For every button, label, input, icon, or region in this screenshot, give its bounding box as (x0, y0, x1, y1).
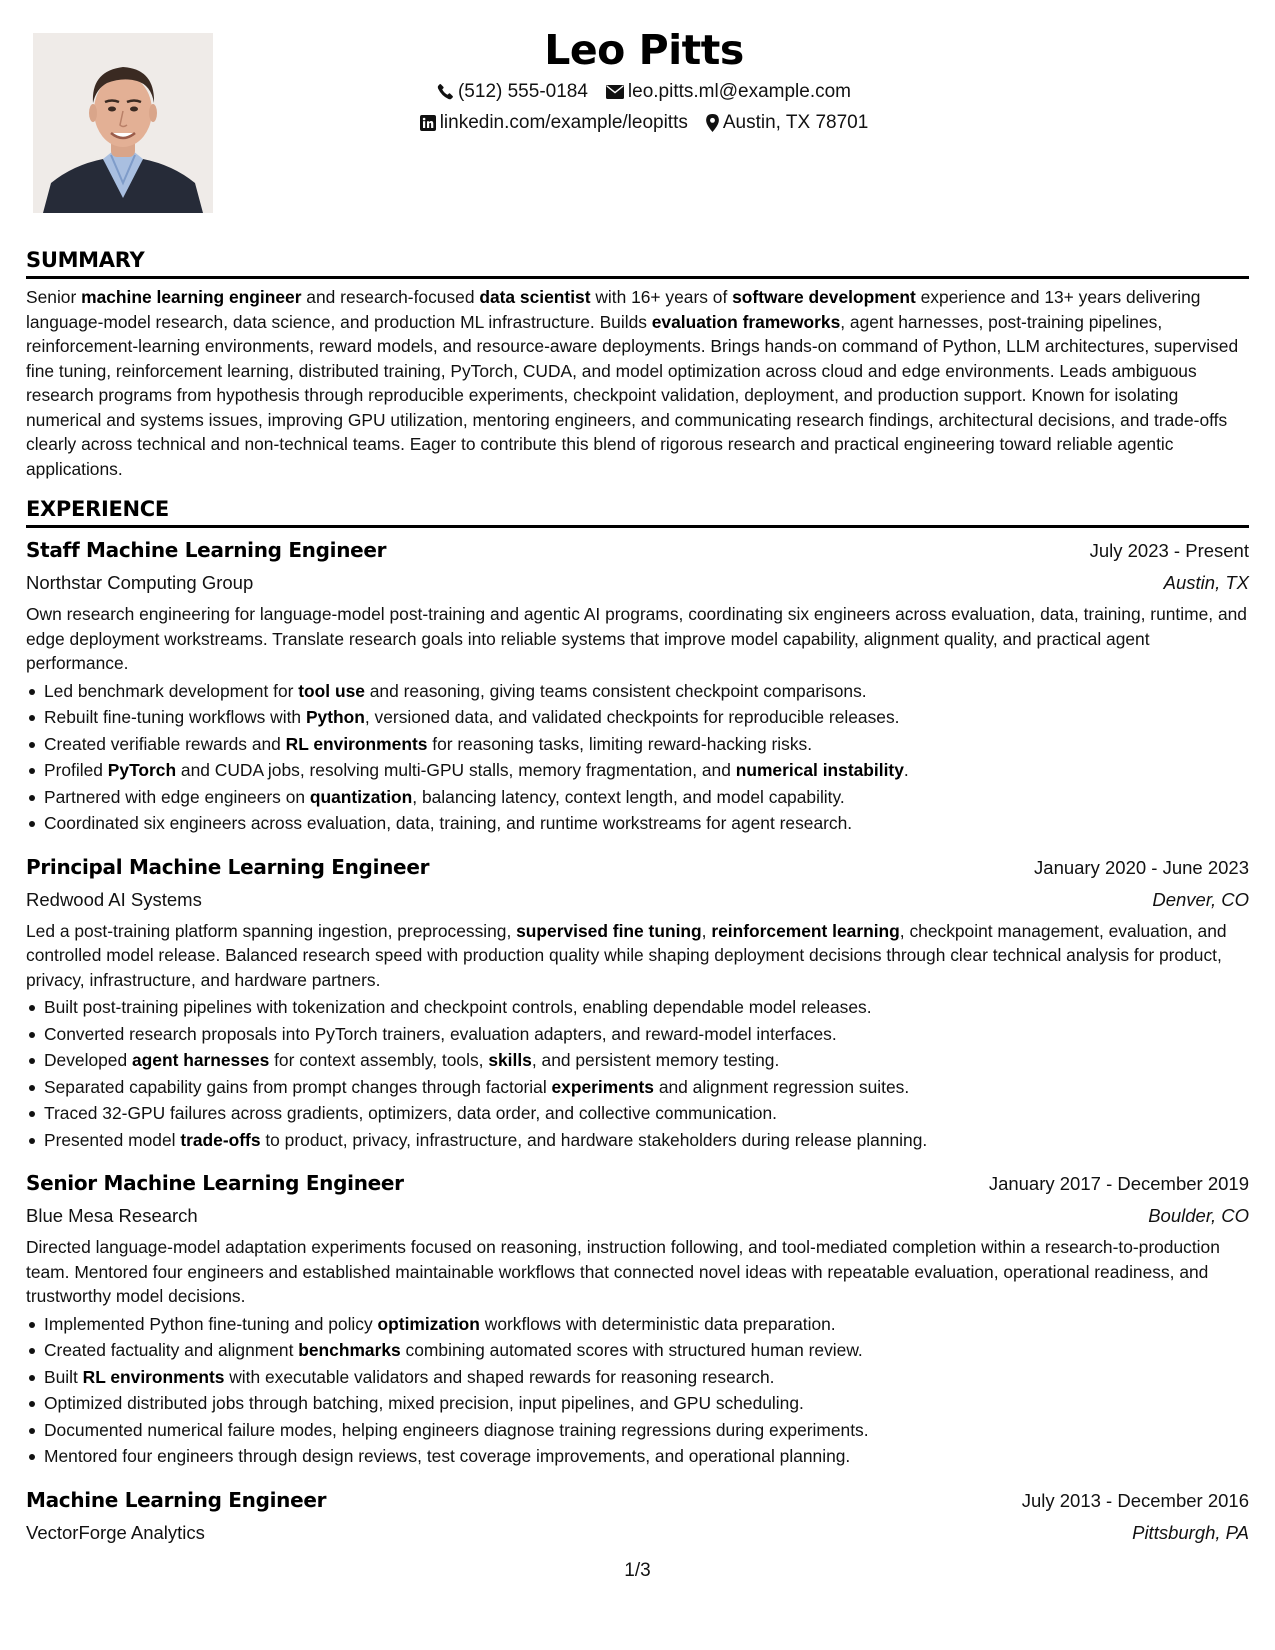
text-run: to product, privacy, infrastructure, and hardware stakeholders during release planning. (260, 1129, 928, 1150)
job-title: Machine Learning Engineer (26, 1487, 327, 1512)
job-company-row (26, 884, 1249, 915)
candidate-name: Leo Pitts (544, 26, 744, 74)
job-entry (26, 1167, 1249, 1470)
text-run: , and persistent memory testing. (531, 1050, 780, 1070)
email-text[interactable]: leo.pitts.ml@example.com (627, 81, 852, 102)
contact-line-1 (213, 76, 1075, 107)
bold-keyword: optimization (377, 1313, 480, 1334)
text-run: Separated capability gains from prompt changes through factorial (44, 1076, 552, 1097)
phone-contact (437, 76, 588, 107)
linkedin-icon (420, 115, 436, 131)
bullet-item (26, 1337, 1249, 1364)
text-run: and reasoning, giving teams consistent checkpoint comparisons. (364, 680, 867, 701)
bold-keyword: machine learning engineer (81, 287, 302, 307)
job-dates: January 2017 - December 2019 (988, 1173, 1249, 1194)
text-run: workflows with deterministic data preparation. (479, 1313, 836, 1334)
phone-icon (437, 83, 454, 100)
text-run: for context assembly, tools, (269, 1050, 489, 1070)
text-run: Optimized distributed jobs through batching, mixed precision, input pipelines, and GPU scheduling. (44, 1393, 804, 1413)
summary-section (26, 246, 1249, 481)
job-title-row (26, 1484, 1249, 1517)
bullet-item (26, 1390, 1249, 1417)
summary-text (26, 285, 1249, 481)
job-company-row (26, 1200, 1249, 1231)
job-list (26, 534, 1249, 1548)
job-company: Blue Mesa Research (26, 1205, 198, 1226)
experience-section (26, 495, 1249, 1548)
job-bullets (26, 678, 1249, 837)
bullet-item (26, 810, 1249, 837)
text-run: Mentored four engineers through design reviews, test coverage improvements, and operational planning. (44, 1446, 851, 1466)
job-description (26, 602, 1249, 676)
text-run: Profiled (44, 760, 108, 780)
text-run: Documented numerical failure modes, helping engineers diagnose training regressions during experiments. (44, 1419, 869, 1440)
bold-keyword: supervised fine tuning (516, 920, 702, 941)
header (213, 24, 1075, 138)
job-location: Pittsburgh, PA (1132, 1521, 1249, 1543)
text-run: Developed (44, 1050, 132, 1070)
job-title: Senior Machine Learning Engineer (26, 1171, 404, 1195)
text-run: Coordinated six engineers across evaluation, data, training, and runtime workstreams for agent research. (44, 813, 853, 833)
job-company-row (26, 567, 1249, 598)
job-entry (26, 534, 1249, 837)
text-run: for reasoning tasks, limiting reward-hacking risks. (427, 733, 813, 754)
text-run: and research-focused (301, 287, 480, 307)
text-run: Rebuilt fine-tuning workflows with (44, 707, 306, 727)
job-dates: July 2023 - Present (1089, 540, 1249, 561)
job-location: Denver, CO (1152, 888, 1249, 910)
bold-keyword: RL environments (285, 733, 428, 754)
text-run: Created verifiable rewards and (44, 733, 286, 754)
text-run: , versioned data, and validated checkpoints for reproducible releases. (364, 707, 900, 727)
resume-content (26, 246, 1249, 1548)
job-dates: January 2020 - June 2023 (1034, 856, 1249, 878)
linkedin-text[interactable]: linkedin.com/example/leopitts (439, 112, 688, 133)
location-text: Austin, TX 78701 (722, 112, 869, 133)
bullet-item (26, 1100, 1249, 1127)
job-title: Principal Machine Learning Engineer (26, 854, 430, 879)
bold-keyword: benchmarks (298, 1340, 401, 1360)
bullet-item (26, 1047, 1249, 1074)
text-run: Implemented Python fine-tuning and policy (44, 1313, 378, 1334)
bold-keyword: evaluation frameworks (651, 311, 841, 332)
bold-keyword: numerical instability (735, 760, 904, 780)
job-entry (26, 1484, 1249, 1548)
bold-keyword: trade-offs (180, 1129, 261, 1150)
bullet-item (26, 731, 1249, 758)
email-contact[interactable] (606, 76, 851, 107)
text-run: with executable validators and shaped rewards for reasoning research. (224, 1366, 775, 1387)
section-divider (26, 276, 1249, 279)
contact-line-2 (213, 107, 1075, 138)
job-bullets (26, 994, 1249, 1153)
text-run: Partnered with edge engineers on (44, 786, 310, 807)
text-run: combining automated scores with structured human review. (400, 1340, 863, 1360)
text-run: Built (44, 1366, 83, 1387)
job-dates: July 2013 - December 2016 (1021, 1489, 1249, 1511)
bold-keyword: reinforcement learning (711, 920, 900, 941)
location-contact (706, 107, 868, 138)
bold-keyword: data scientist (479, 287, 591, 307)
text-run: experience and 13+ years delivering language-model research, data science, and production ML infrastructure. Builds (26, 287, 1201, 332)
bullet-item (26, 678, 1249, 705)
summary-heading: SUMMARY (26, 248, 145, 272)
text-run: , checkpoint management, evaluation, and controlled model release. Balanced research speed with production quality while shaping deployment decisions through clear technical analysis for product, privacy, infrastructure, and hardware partners. (26, 920, 1227, 990)
bold-keyword: experiments (551, 1076, 654, 1097)
text-run: Traced 32-GPU failures across gradients, optimizers, data order, and collective communication. (44, 1103, 777, 1123)
text-run: with 16+ years of (590, 287, 733, 307)
text-run: , agent harnesses, post-training pipelines, reinforcement-learning environments, reward models, and resource-aware deployments. Brings hands-on command of Python, LLM architectures, supervised fine tuning, reinforcement learning, distributed training, PyTorch, CUDA, and model optimization across cloud and edge environments. Leads ambiguous research programs from hypothesis through reproducible experiments, checkpoint validation, deployment, and production support. Known for isolating numerical and systems issues, improving GPU utilization, mentoring engineers, and communicating research findings, architectural decisions, and trade-offs clearly across technical and non-technical teams. Eager to contribute this blend of rigorous research and practical engineering toward reliable agentic applications. (26, 311, 1239, 479)
text-run: Created factuality and alignment (44, 1340, 299, 1360)
job-bullets (26, 1311, 1249, 1470)
bold-keyword: RL environments (82, 1366, 225, 1387)
job-company: Northstar Computing Group (26, 572, 254, 593)
text-run: and alignment regression suites. (653, 1076, 910, 1097)
text-run: Led a post-training platform spanning ingestion, preprocessing, (26, 920, 517, 941)
text-run: Led benchmark development for (44, 680, 299, 701)
text-run: Converted research proposals into PyTorch trainers, evaluation adapters, and reward-model interfaces. (44, 1023, 837, 1044)
phone-text: (512) 555-0184 (457, 81, 588, 102)
envelope-icon (606, 85, 624, 99)
job-title-row (26, 1167, 1249, 1200)
bold-keyword: quantization (309, 786, 413, 807)
job-location: Austin, TX (1163, 572, 1249, 593)
job-company: VectorForge Analytics (26, 1521, 205, 1543)
bold-keyword: tool use (298, 680, 365, 701)
bold-keyword: software development (732, 287, 916, 307)
text-run: Directed language-model adaptation experiments focused on reasoning, instruction following, and tool-mediated completion within a research-to-production team. Mentored four engineers and established maintainable workflows that connected novel ideas with repeatable evaluation, operational readiness, and trustworthy model decisions. (26, 1237, 1220, 1306)
page-number: 1/3 (624, 1560, 651, 1581)
text-run: Built post-training pipelines with tokenization and checkpoint controls, enabling dependable model releases. (44, 997, 872, 1017)
bold-keyword: skills (488, 1050, 532, 1070)
profile-photo (33, 33, 213, 213)
bullet-item (26, 1417, 1249, 1444)
job-description (26, 919, 1249, 993)
bullet-item (26, 994, 1249, 1021)
bullet-item (26, 1021, 1249, 1048)
text-run: Presented model (44, 1129, 181, 1150)
bullet-item (26, 784, 1249, 811)
text-run: , balancing latency, context length, and model capability. (412, 786, 845, 807)
job-description (26, 1235, 1249, 1309)
bullet-item (26, 1364, 1249, 1391)
bullet-item (26, 1443, 1249, 1470)
bold-keyword: PyTorch (107, 760, 177, 780)
job-title-row (26, 851, 1249, 884)
job-company-row (26, 1517, 1249, 1548)
text-run: . (903, 760, 909, 780)
experience-heading: EXPERIENCE (26, 497, 169, 521)
linkedin-contact[interactable] (420, 107, 688, 138)
bullet-item (26, 1127, 1249, 1154)
bullet-item (26, 704, 1249, 731)
job-entry (26, 851, 1249, 1154)
text-run: and CUDA jobs, resolving multi-GPU stalls, memory fragmentation, and (176, 760, 736, 780)
job-company: Redwood AI Systems (26, 888, 202, 910)
section-divider (26, 525, 1249, 528)
text-run: Senior (26, 287, 82, 307)
job-location: Boulder, CO (1148, 1205, 1249, 1226)
bullet-item (26, 1311, 1249, 1338)
job-title-row (26, 534, 1249, 567)
job-title: Staff Machine Learning Engineer (26, 538, 387, 562)
bold-keyword: agent harnesses (131, 1050, 270, 1070)
bold-keyword: Python (305, 707, 365, 727)
text-run: Own research engineering for language-model post-training and agentic AI programs, coordinating six engineers across evaluation, data, training, runtime, and edge deployment workstreams. Translate research goals into reliable systems that improve model capability, alignment quality, and practical agent performance. (26, 604, 1247, 673)
bullet-item (26, 1074, 1249, 1101)
text-run: , (701, 920, 712, 941)
map-pin-icon (706, 114, 719, 132)
bullet-item (26, 757, 1249, 784)
